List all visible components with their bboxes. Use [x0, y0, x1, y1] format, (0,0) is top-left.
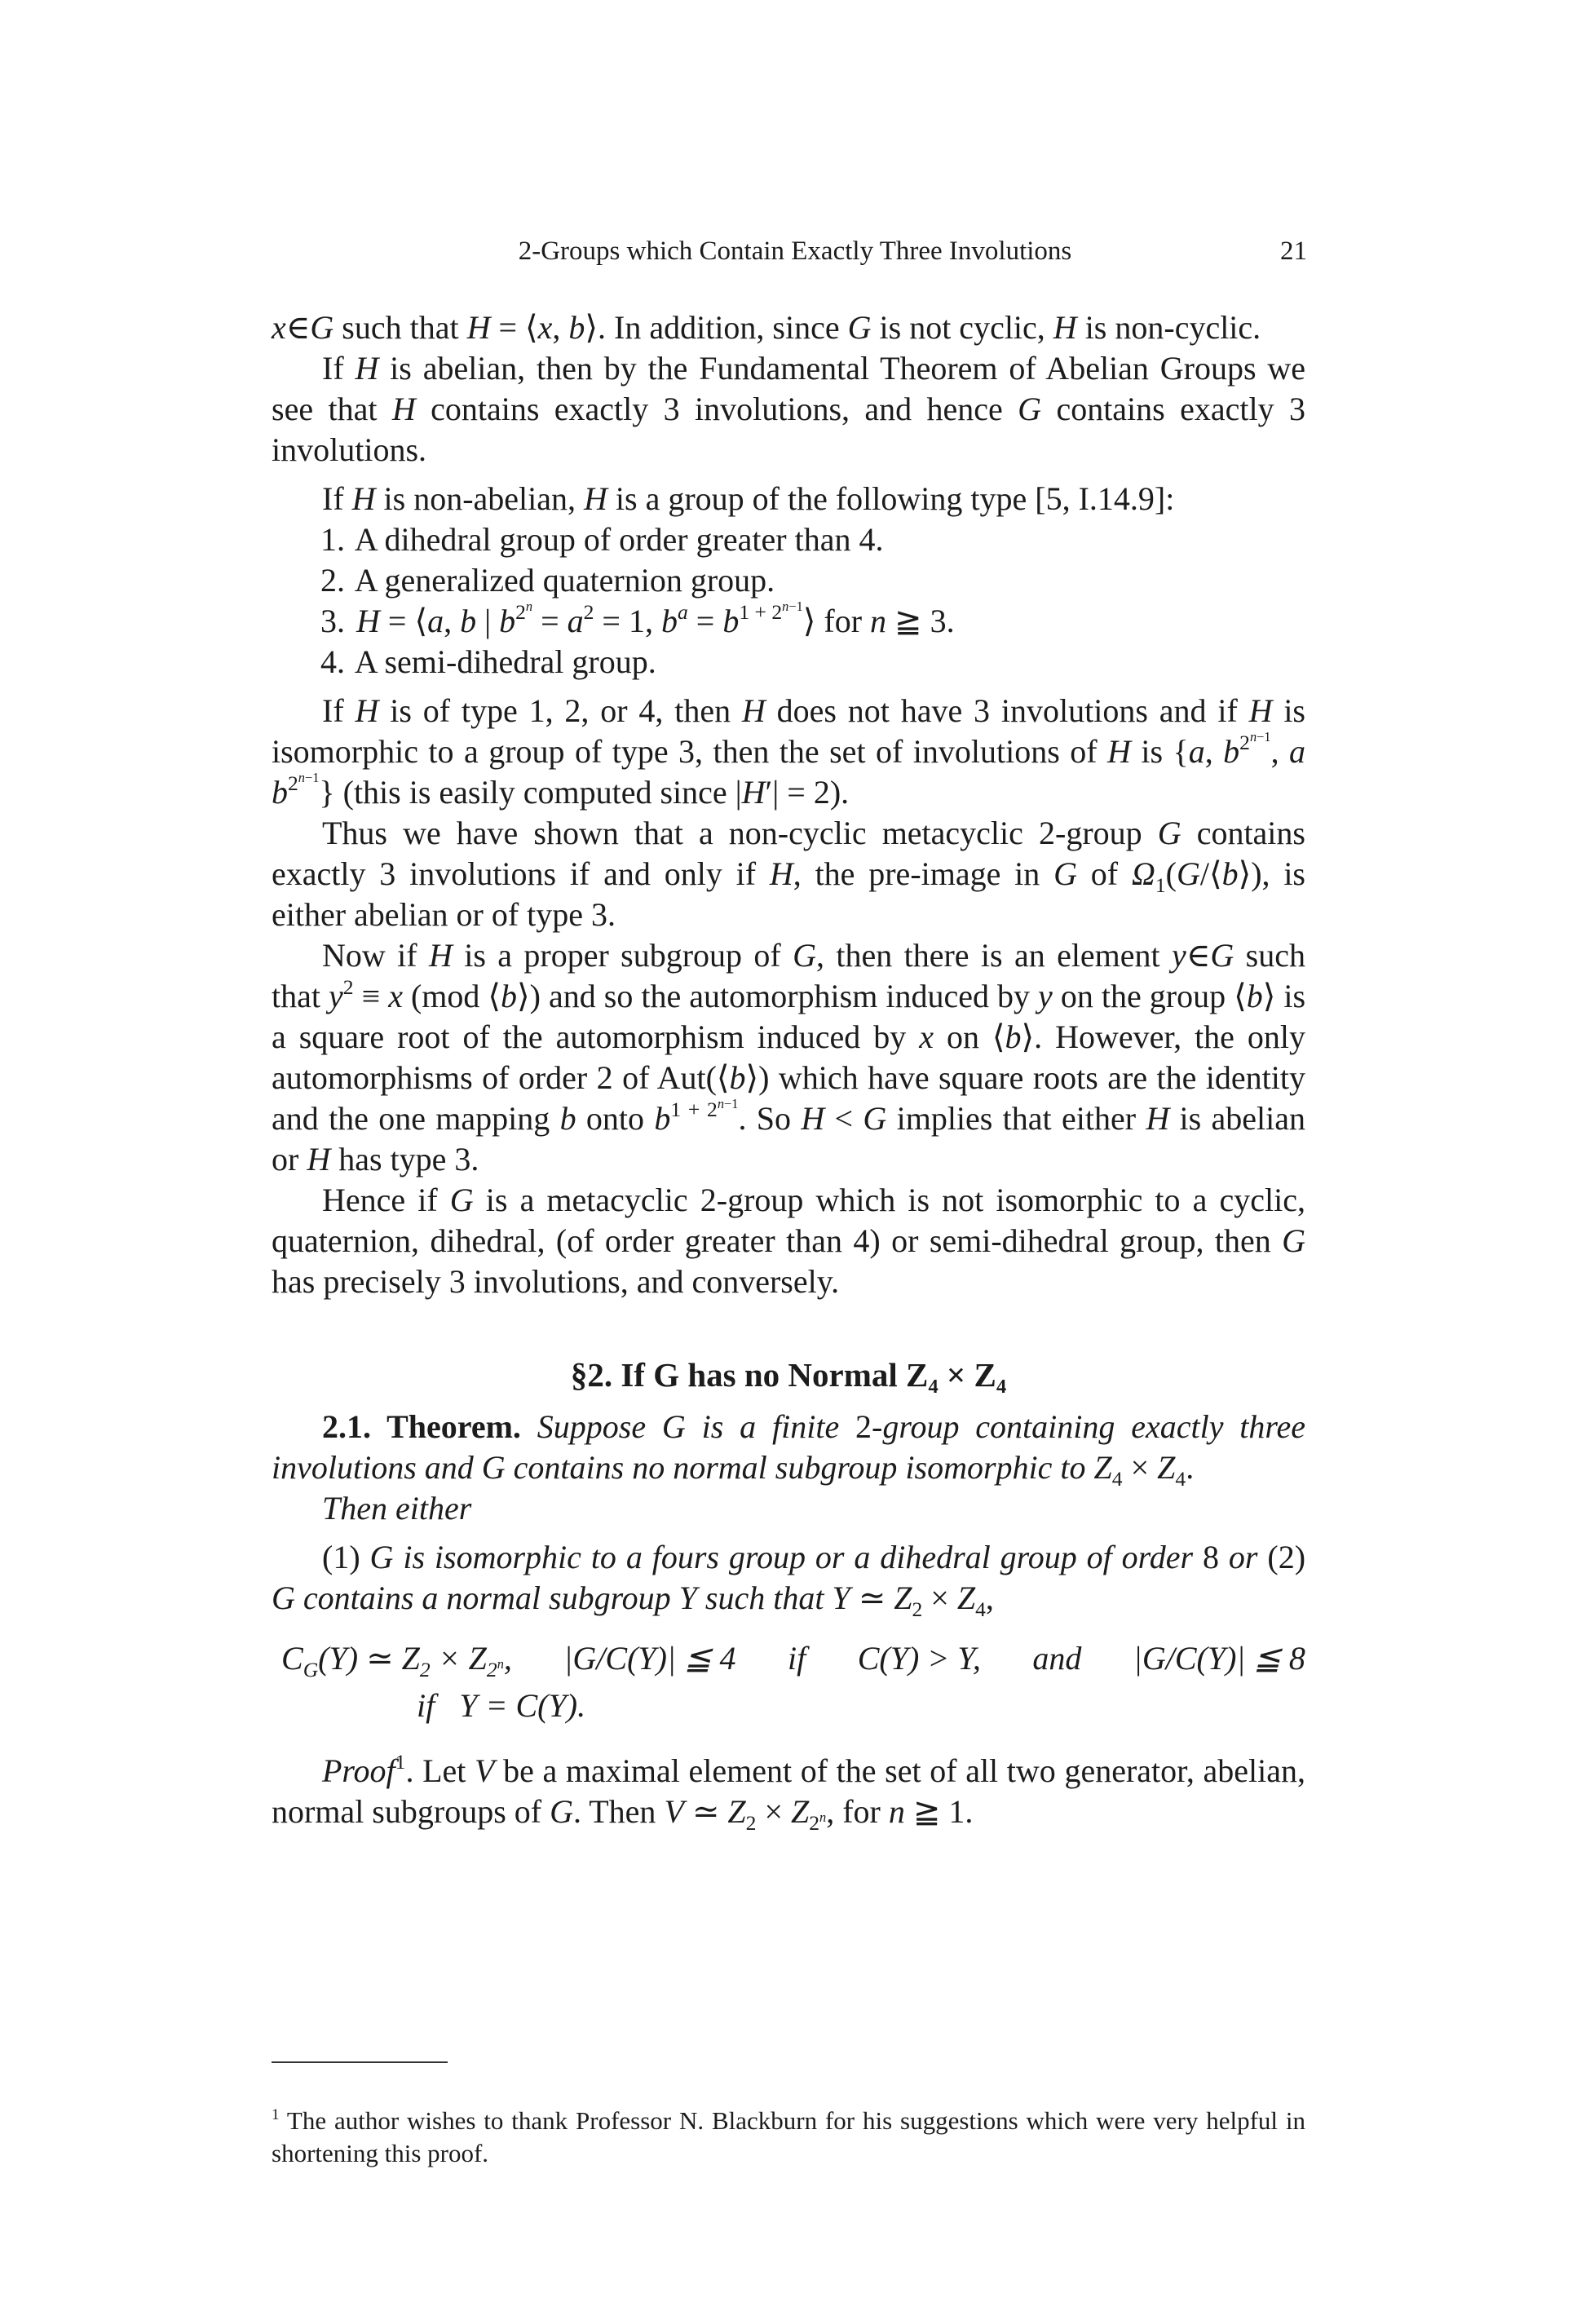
paragraph: Thus we have shown that a non-cyclic metacyclic 2-group G contains exactly 3 involutions if and only if H, the pre-image in G of $\Omega_1(G/⟨b⟩)$, is either abelian or of type 3. — [272, 815, 1306, 933]
footnote — [272, 2105, 1305, 2170]
footnote-marker: 1 — [272, 2105, 280, 2123]
item-number: 3. — [320, 603, 345, 639]
item-text: A generalized quaternion group. — [354, 562, 775, 599]
footnote-rule — [272, 2061, 448, 2063]
running-title: 2-Groups which Contain Exactly Three Involutions — [518, 236, 1072, 266]
paragraph: Now if H is a proper subgroup of G, then there is an element y∈G such that $y^2 \equiv x$ (mod ⟨b⟩) and so the automorphism induced by y on the group ⟨b⟩ is a square root of the automorphism induced by x on ⟨b⟩. However, the only automorphisms of order 2 of Aut(⟨b⟩) which have square roots are the identity and the one mapping b onto $b^{1 + 2^{n-1}}$. So H < G implies that either H is abelian or H has type 3. — [272, 937, 1306, 1177]
paragraph: If H is of type 1, 2, or 4, then H does not have 3 involutions and if H is isomorphic to a group of type 3, then the set of involutions of H is {a, $b^{2^{n-1}}$, a $b^{2^{n-1}}$} (this is easily computed since |H′| = 2). — [272, 692, 1306, 811]
item-number: 2. — [320, 562, 345, 599]
theorem-statement: 2.1. Theorem. Suppose G is a finite 2-group containing exactly three involutions and G contains no normal subgroup isomorphic to $Z_4 \times Z_4$. — [272, 1408, 1306, 1491]
page-number: 21 — [1280, 236, 1307, 266]
footnote-text: The author wishes to thank Professor N. Blackburn for his suggestions which were very helpful in shortening this proof. — [272, 2106, 1305, 2167]
section-title: §2. If G has no Normal Z₄ × Z₄ — [570, 1356, 1007, 1394]
list-item — [272, 601, 1305, 642]
display-row: $C_G(Y)$ ≃ $Z_2 \times Z_{2^n}$, |G/C(Y)| ≦ 4 if C(Y) > Y, and |G/C(Y)| ≦ 8 — [281, 1640, 1305, 1681]
paragraph: Hence if G is a metacyclic 2-group which is not isomorphic to a cyclic, quaternion, dihedral, (of order greater than 4) or semi-dihedral group, then G has precisely 3 involutions, and conversely. — [272, 1182, 1305, 1300]
proof-label: Proof — [322, 1752, 395, 1789]
running-header — [0, 236, 1590, 272]
paragraph: x∈G such that H = ⟨x, b⟩. In addition, since G is not cyclic, H is non-cyclic. — [272, 309, 1261, 346]
list-item — [272, 560, 1305, 601]
item-formula: H = ⟨a, b | $b^{2^n} = a^2 = 1$, $b^a$ = $b^{1 + 2^{n-1}}⟩$ for n ≧ 3. — [356, 599, 955, 639]
paragraph: If H is non-abelian, H is a group of the following type [5, I.14.9]: — [322, 480, 1175, 517]
paragraph: If H is abelian, then by the Fundamental Theorem of Abelian Groups we see that H contains exactly 3 involutions, and hence G contains exactly 3 involutions. — [272, 350, 1305, 468]
theorem-cases: (1) G is isomorphic to a fours group or a dihedral group of order 8 or (2) G contains a normal subgroup Y such that Y ≃ $Z_2 \times Z_4$, — [272, 1539, 1306, 1621]
theorem-lead — [272, 1488, 1305, 1529]
list-item — [272, 642, 1305, 683]
item-text: A semi-dihedral group. — [354, 643, 656, 680]
theorem-label: 2.1. Theorem. — [322, 1408, 521, 1445]
main-text — [272, 307, 1306, 1835]
item-text: A dihedral group of order greater than 4. — [354, 521, 884, 558]
section-heading — [272, 1354, 1305, 1395]
proof-paragraph: Proof$^1$. Let V be a maximal element of the set of all two generator, abelian, normal subgroups of G. Then V ≃ $Z_2 \times Z_{2^n}$, for n ≧ 1. — [272, 1750, 1305, 1835]
theorem-display — [272, 1638, 1305, 1726]
display-row: if Y = C(Y). — [417, 1687, 586, 1724]
item-number: 1. — [320, 521, 345, 558]
theorem-lead-text: Then either — [322, 1490, 472, 1527]
list-item — [272, 519, 1305, 560]
item-number: 4. — [320, 643, 345, 680]
